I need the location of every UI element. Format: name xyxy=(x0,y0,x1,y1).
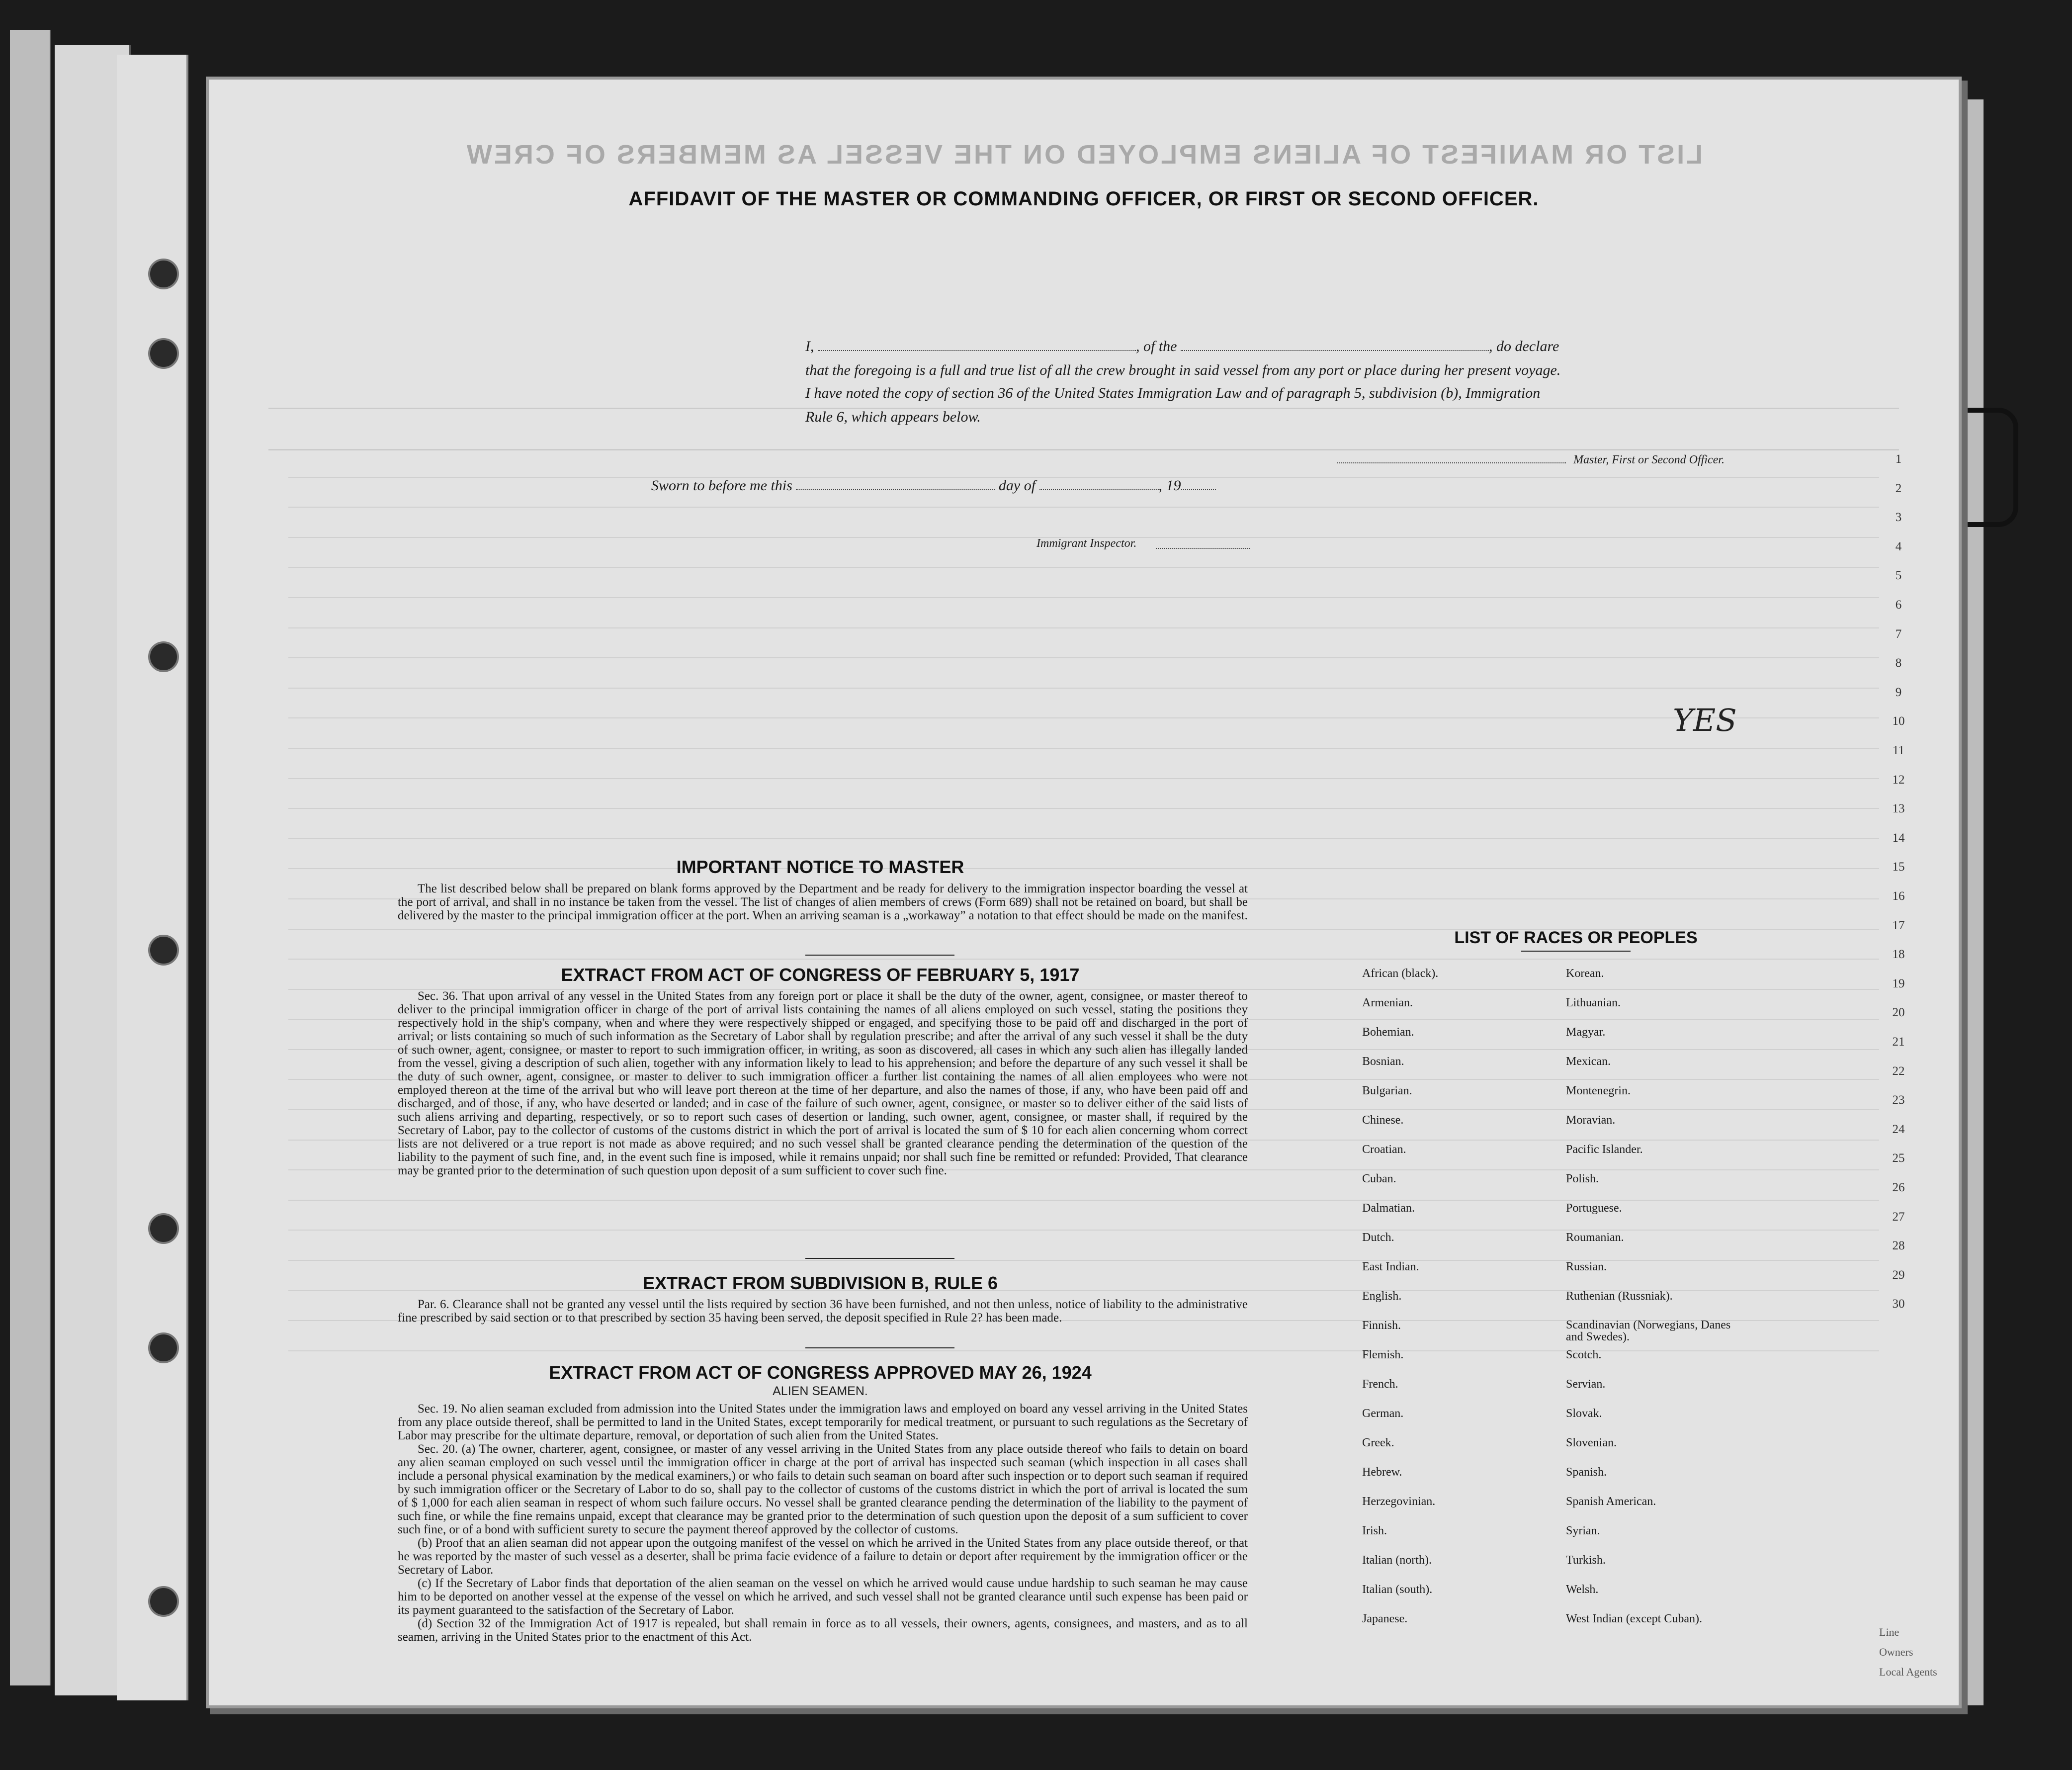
inspector-signature-line[interactable] xyxy=(1156,548,1250,549)
race-item: Armenian. xyxy=(1362,996,1413,1009)
extract-rule6-title: EXTRACT FROM SUBDIVISION B, RULE 6 xyxy=(642,1273,998,1293)
row-number: 9 xyxy=(1895,685,1902,699)
row-number: 12 xyxy=(1892,773,1905,787)
row-number: 11 xyxy=(1892,744,1905,757)
extract-1917-text: Sec. 36. That upon arrival of any vessel in the United States from any foreign port or place it shall be the duty of the owner, agent, consignee, or master thereof to deliver to the principal immigration officer in charge of the port of arrival lists containing the names of all aliens employed on such vessel, stating the positions they respectively hold in the ship's company, when and where they were respectively shipped or engaged, and specifying those to be paid off and discharged in the port of arrival; or lists containing so much of such information as the Secretary of Labor shall by regulation prescribe; and after the arrival of any such vessel it shall be the duty of such owner, agent, consignee, or master to report to such immigration officer, in writing, as soon as discovered, all cases in which any such alien has illegally landed from the vessel, giving a description of such alien, together with any information likely to lead to his apprehension; and before the departure of any such vessel it shall be the duty of such owner, agent, consignee, or master to deliver to such immigration officer a further list containing the names of all alien employees who were not employed thereon at the time of the arrival but who will leave port thereon at the time of her departure, and also the names of those, if any, who have been paid off and discharged, and of those, if any, who have deserted or landed; and in case of the failure of such owner, agent, consignee, or master so to deliver either of the said lists of such aliens arriving and departing, respectively, or so to report such cases of desertion or landing, such owner, agent, consignee, or master shall, if required by the Secretary of Labor, pay to the collector of customs of the customs district in which the port of arrival is located the sum of $ 10 for each alien concerning whom correct lists are not delivered or a true report is not made as above required; and no such vessel shall be granted clearance pending the determination of the question of the liability to the payment of such fine, and, in the event such fine is imposed, while it remains unpaid; nor shall such fine be remitted or refunded: Provided, That clearance may be granted prior to the determination of such question upon deposit of a sum sufficient to cover such fine. xyxy=(398,989,1248,1177)
sworn-year-blank[interactable] xyxy=(1181,489,1216,490)
extract-1924-text: Sec. 19. No alien seaman excluded from admission into the United States under the immigration laws and employed on board any vessel arriving in the United States from any place outside thereof, shall be permitted to land in the United States, except temporarily for medical treatment, or pursuant to such regulations as the Secretary of Labor may prescribe for the ultimate departure, removal, or deportation of such alien from the United States. Sec. 20. (a) The owner, charterer, agent, consignee, or master of any vessel arriving in the United States from any place outside thereof who fails to detain on board any alien seaman employed on such vessel until the immigration officer in charge at the port of arrival has inspected such seaman (which inspection in all cases shall include a personal physical examination by the medical examiners,) or who fails to detain such seaman on board after such inspection or to deport such seaman if required by such immigration officer or the Secretary of Labor to do so, shall pay to the collector of customs of the customs district in which the port of arrival is located the sum of $ 1,000 for each alien seaman in respect of whom such failure occurs. No vessel shall be granted clearance pending the determination of the liability to the payment of such fine, or while the fine remains unpaid, except that clearance may be granted prior to the determination of such question upon the deposit of a sum sufficient to cover such fine, or of a bond with sufficient surety to secure the payment thereof approved by the collector of customs. (b) Proof that an alien seaman did not appear upon the outgoing manifest of the vessel on which he arrived in the United States from any place outside thereof, or that he was reported by the master of such vessel as a deserter, shall be prima facie evidence of a failure to detain or deport after requirement by the immigration officer or the Secretary of Labor. (c) If the Secretary of Labor finds that deportation of the alien seaman on the vessel on which he arrived would cause undue hardship to such seaman he may cause him to be deported on another vessel at the expense of the vessel on which he arrived, and such vessel shall not be granted clearance until such expense has been paid or its payment guaranteed to the satisfaction of the Secretary of Labor. (d) Section 32 of the Immigration Act of 1917 is repealed, but shall remain in force as to all vessels, their owners, agents, consignees, and masters, and as to all seamen, arriving in the United States prior to the enactment of this Act. xyxy=(398,1402,1248,1644)
race-item: Syrian. xyxy=(1566,1524,1600,1537)
race-item: Lithuanian. xyxy=(1566,996,1621,1009)
divider xyxy=(805,1347,954,1348)
race-item: Greek. xyxy=(1362,1436,1394,1449)
divider xyxy=(805,1258,954,1259)
binder-hole xyxy=(148,641,179,672)
extract-1917-title: EXTRACT FROM ACT OF CONGRESS OF FEBRUARY 5, 1917 xyxy=(561,965,1080,985)
row-number: 7 xyxy=(1895,627,1902,641)
sworn-day-blank[interactable] xyxy=(796,489,995,490)
master-signature-label: Master, First or Second Officer. xyxy=(1573,453,1725,466)
extract-1924-title: EXTRACT FROM ACT OF CONGRESS APPROVED MAY 26, 1924 xyxy=(549,1362,1092,1383)
row-number: 26 xyxy=(1892,1181,1905,1194)
row-number: 5 xyxy=(1895,569,1902,583)
row-number: 14 xyxy=(1892,831,1905,845)
important-notice-title: IMPORTANT NOTICE TO MASTER xyxy=(676,857,964,877)
master-signature-line[interactable] xyxy=(1337,462,1566,463)
race-item: Slovenian. xyxy=(1566,1436,1617,1449)
affidavit-line-1: I, , of the , do declare xyxy=(805,338,1559,354)
race-item: Mexican. xyxy=(1566,1055,1611,1068)
row-number: 19 xyxy=(1892,976,1905,990)
race-item: Italian (south). xyxy=(1362,1583,1433,1596)
row-number: 25 xyxy=(1892,1151,1905,1165)
race-item: Welsh. xyxy=(1566,1583,1599,1596)
binder-strip xyxy=(10,30,51,1685)
race-item: Bulgarian. xyxy=(1362,1084,1412,1097)
row-number: 22 xyxy=(1892,1064,1905,1078)
race-item: Russian. xyxy=(1566,1260,1607,1273)
race-item: Turkish. xyxy=(1566,1554,1606,1567)
binder-hole xyxy=(148,935,179,966)
race-item: Hebrew. xyxy=(1362,1466,1402,1479)
master-name-blank[interactable] xyxy=(818,350,1136,351)
race-item: Croatian. xyxy=(1362,1143,1406,1156)
races-title: LIST OF RACES OR PEOPLES xyxy=(1454,928,1698,947)
sworn-month-blank[interactable] xyxy=(1039,489,1159,490)
race-item: French. xyxy=(1362,1378,1398,1391)
paper-clip xyxy=(1954,408,2018,527)
row-number: 28 xyxy=(1892,1239,1905,1253)
race-item: Japanese. xyxy=(1362,1612,1408,1625)
row-number: 18 xyxy=(1892,948,1905,962)
row-number: 24 xyxy=(1892,1122,1905,1136)
race-item: Bosnian. xyxy=(1362,1055,1404,1068)
inspector-label: Immigrant Inspector. xyxy=(1036,537,1137,550)
binder-hole xyxy=(148,338,179,369)
race-item: West Indian (except Cuban). xyxy=(1566,1612,1702,1625)
extract-rule6-text: Par. 6. Clearance shall not be granted any vessel until the lists required by section 36 have been furnished, and not then unless, notice of liability to the administrative fine prescribed by said section or to that prescribed by section 35 having been served, the deposit specified in Rule 2? has been made. xyxy=(398,1298,1248,1325)
row-number: 1 xyxy=(1895,452,1902,466)
row-number: 21 xyxy=(1892,1035,1905,1049)
race-item: Dalmatian. xyxy=(1362,1202,1415,1215)
row-number: 6 xyxy=(1895,598,1902,612)
margin-label-line: Line xyxy=(1879,1626,1899,1638)
race-item: Roumanian. xyxy=(1566,1231,1624,1244)
row-number: 10 xyxy=(1892,714,1905,728)
race-item: Cuban. xyxy=(1362,1172,1396,1185)
race-item: Portuguese. xyxy=(1566,1202,1622,1215)
sworn-line: Sworn to before me this day of , 19 xyxy=(651,477,1216,494)
race-item: African (black). xyxy=(1362,967,1439,980)
divider xyxy=(1521,951,1631,952)
bleed-through: LIST OR MANIFEST OF ALIENS EMPLOYED ON THE VESSEL AS MEMBERS OF CREW xyxy=(209,80,1959,1705)
binder-hole xyxy=(148,1213,179,1244)
binder-hole xyxy=(148,1586,179,1617)
row-number: 17 xyxy=(1892,918,1905,932)
race-item: Slovak. xyxy=(1566,1407,1602,1420)
affidavit-line-4: Rule 6, which appears below. xyxy=(805,409,981,425)
race-item: Korean. xyxy=(1566,967,1604,980)
handwritten-annotation: YES xyxy=(1673,702,1737,738)
vessel-name-blank[interactable] xyxy=(1181,350,1489,351)
important-notice-text: The list described below shall be prepared on blank forms approved by the Department and be ready for delivery to the immigration inspector boarding the vessel at the port of arrival, and shall in no instance be taken from the vessel. The list of changes of alien members of crews (Form 689) shall not be retained on board, but shall be delivered by the master to the principal immigration officer at the port. When an arriving seaman is a „workaway” a notation to that effect should be made on the manifest. xyxy=(398,882,1248,922)
race-item: Italian (north). xyxy=(1362,1554,1432,1567)
affidavit-line-2: that the foregoing is a full and true list of all the crew brought in said vessel from any port or place during her present voyage. xyxy=(805,362,1561,378)
affidavit-title: AFFIDAVIT OF THE MASTER OR COMMANDING OFFICER, OR FIRST OR SECOND OFFICER. xyxy=(628,188,1539,210)
race-item: Servian. xyxy=(1566,1378,1606,1391)
row-number: 20 xyxy=(1892,1006,1905,1020)
row-number: 2 xyxy=(1895,481,1902,495)
race-item: Spanish. xyxy=(1566,1466,1607,1479)
race-item: Chinese. xyxy=(1362,1114,1404,1127)
race-item: Scandinavian (Norwegians, Danes and Swedes). xyxy=(1566,1319,1731,1343)
row-number: 15 xyxy=(1892,860,1905,874)
row-number: 27 xyxy=(1892,1210,1905,1224)
race-item: East Indian. xyxy=(1362,1260,1419,1273)
binder-hole xyxy=(148,1332,179,1363)
row-number: 30 xyxy=(1892,1297,1905,1311)
row-number: 29 xyxy=(1892,1268,1905,1282)
race-item: Magyar. xyxy=(1566,1026,1606,1039)
race-item: English. xyxy=(1362,1290,1402,1303)
affidavit-line-3: I have noted the copy of section 36 of the United States Immigration Law and of paragraph 5, subdivision (b), Immigration xyxy=(805,385,1541,401)
margin-label-local-agents: Local Agents xyxy=(1879,1666,1937,1678)
manifest-page xyxy=(209,80,1959,1705)
race-item: Moravian. xyxy=(1566,1114,1616,1127)
row-number: 3 xyxy=(1895,511,1902,525)
race-item: Herzegovinian. xyxy=(1362,1495,1436,1508)
race-item: Irish. xyxy=(1362,1524,1387,1537)
race-item: Pacific Islander. xyxy=(1566,1143,1643,1156)
margin-label-owners: Owners xyxy=(1879,1646,1913,1658)
race-item: Dutch. xyxy=(1362,1231,1394,1244)
row-number: 23 xyxy=(1892,1093,1905,1107)
race-item: German. xyxy=(1362,1407,1404,1420)
binder-strip xyxy=(117,55,188,1700)
row-number: 16 xyxy=(1892,889,1905,903)
race-item: Flemish. xyxy=(1362,1348,1404,1361)
binder-hole xyxy=(148,259,179,289)
race-item: Finnish. xyxy=(1362,1319,1401,1332)
race-item: Scotch. xyxy=(1566,1348,1602,1361)
race-item: Ruthenian (Russniak). xyxy=(1566,1290,1673,1303)
divider xyxy=(805,955,954,956)
race-item: Spanish American. xyxy=(1566,1495,1656,1508)
race-item: Bohemian. xyxy=(1362,1026,1414,1039)
race-item: Polish. xyxy=(1566,1172,1599,1185)
row-number: 8 xyxy=(1895,656,1902,670)
row-number: 4 xyxy=(1895,539,1902,553)
race-item: Montenegrin. xyxy=(1566,1084,1631,1097)
extract-1924-subtitle: ALIEN SEAMEN. xyxy=(773,1384,868,1398)
row-number: 13 xyxy=(1892,802,1905,816)
